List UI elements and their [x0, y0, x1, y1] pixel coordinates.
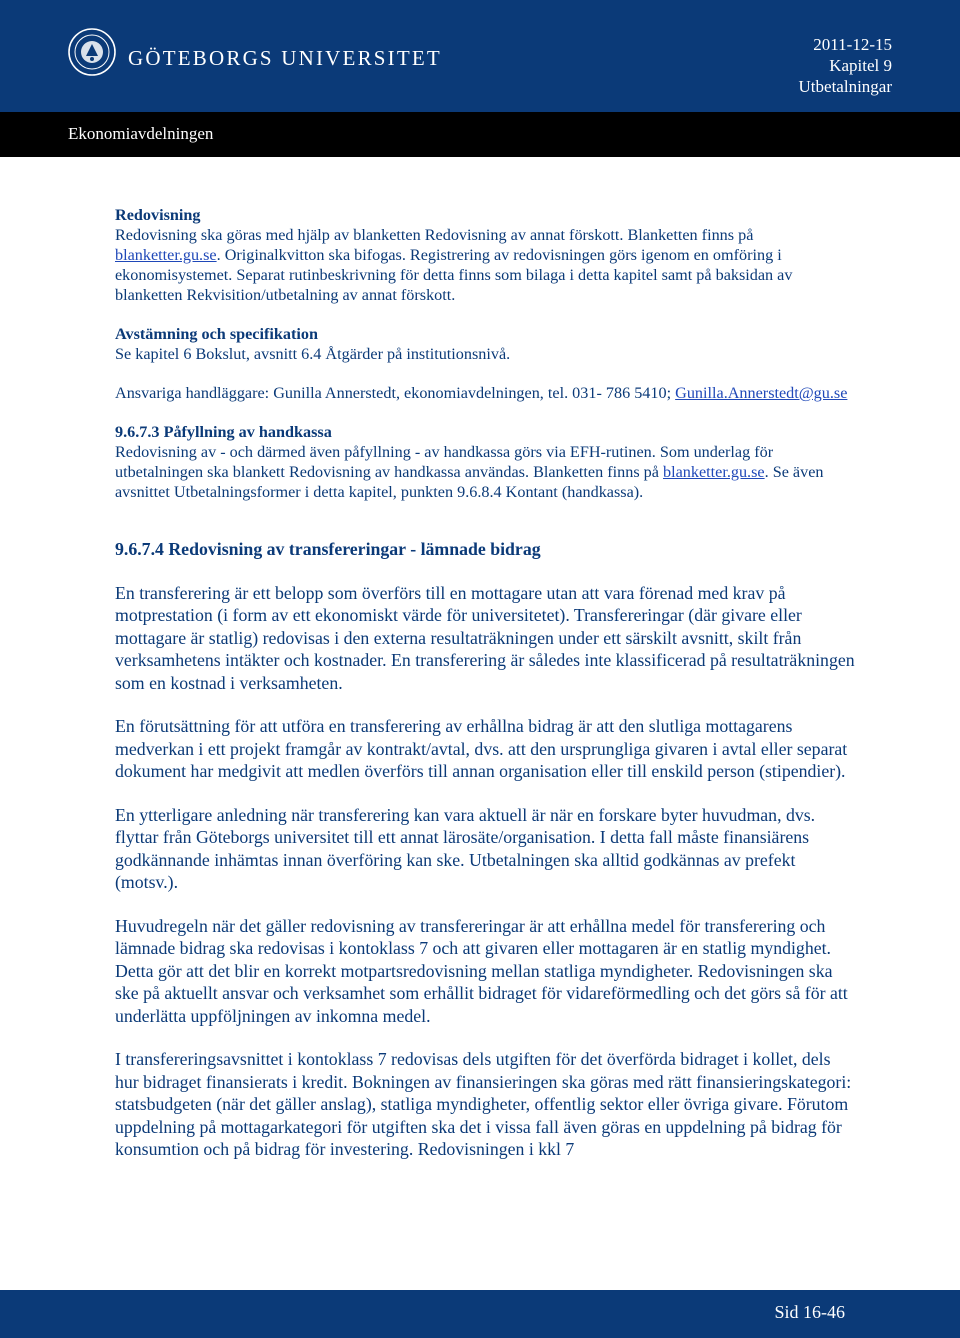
document-date: 2011-12-15: [813, 35, 892, 54]
university-seal-icon: [68, 28, 116, 76]
paragraph: En förutsättning för att utföra en transferering av erhållna bidrag är att den slutliga mottagarens medverkan i ett projekt framgår av kontrakt/avtal, dvs. att den ursprungliga givaren i avtal eller separat dokument har medgivit att medlen överförs till annan organisation eller till enskild person (stipendier).: [115, 716, 848, 781]
paragraph: [115, 225, 855, 305]
spacer: [115, 1027, 855, 1048]
text-run: . Se även avsnittet Utbetalningsformer i detta kapitel, punkten 9.6.8.4 Kontant (handkassa).: [115, 463, 824, 501]
text-run: Ansvariga handläggare: Gunilla Annerstedt, ekonomiavdelningen, tel. 031- 786 5410;: [115, 384, 676, 402]
section-redovisning: [115, 205, 855, 305]
section-heading: 9.6.7.4 Redovisning av transfereringar - lämnade bidrag: [115, 539, 541, 559]
spacer: [115, 502, 855, 538]
section-heading: Redovisning: [115, 206, 201, 224]
section-9-6-7-3: [115, 422, 855, 502]
paragraph: [115, 383, 855, 403]
spacer: [115, 694, 855, 715]
page-content: [115, 205, 855, 1161]
chapter-title: Utbetalningar: [798, 77, 892, 96]
email-link[interactable]: Gunilla.Annerstedt@gu.se: [675, 384, 848, 402]
paragraph: En ytterligare anledning när transferering kan vara aktuell är när en forskare byter huvudman, dvs. flyttar från Göteborgs universitet till ett annat lärosäte/organisation. I detta fall måste finansiärens godkännande inhämtas innan överföring kan ske. Utbetalningen ska alltid godkännas av prefekt (motsv.).: [115, 804, 816, 892]
spacer: [115, 561, 855, 582]
section-9-6-7-4: [115, 538, 855, 1161]
paragraph: En transferering är ett belopp som överförs till en mottagare utan att vara förenad med krav på motprestation (i form av ett ekonomiskt värde för universitetet). Transfereringar (där givare eller mottagare är statlig) redovisas i den externa resultaträkningen under ett särskilt avsnitt, skilt från verksamhetens intäkter och kostnader. En transferering är således inte klassificerad på resultaträkningen som en kostnad i verksamheten.: [115, 582, 855, 693]
blanketter-link[interactable]: blanketter.gu.se: [663, 463, 765, 481]
paragraph: I transfereringsavsnittet i kontoklass 7 redovisas dels utgiften för det överförda bidraget i kollet, dels hur bidraget finansierats i kredit. Bokningen av finansieringen ska göras med rätt finansieringskategori: statsbudgeten (när det gäller anslag), statliga myndigheter, offentlig sektor eller övriga givare. Förutom uppdelning på mottagarkategori för utgiften ska det i vissa fall även göras en uppdelning på bidrag för konsumtion och på bidrag för investering. Redovisningen i kkl 7: [115, 1049, 852, 1159]
paragraph: [115, 442, 855, 502]
paragraph: Huvudregeln när det gäller redovisning av transfereringar är att erhållna medel för transferering och lämnade bidrag ska redovisas i kontoklass 7 och att givaren eller mottagaren är en statlig myndighet. Detta gör att det blir en korrekt motpartsredovisning mellan statliga myndigheter. Redovisningen ska ske på aktuellt ansvar och verksamhet som erhållit bidraget för vidareförmedling och det görs så för att underlätta uppföljningen av inkomna medel.: [115, 915, 848, 1026]
spacer: [115, 364, 855, 383]
text-run: Redovisning ska göras med hjälp av blanketten Redovisning av annat förskott. Blanketten finns på: [115, 226, 754, 244]
header-meta: [799, 34, 892, 97]
spacer: [115, 894, 855, 915]
section-ansvariga: [115, 383, 855, 403]
text-run: Redovisning av - och därmed även påfyllning - av handkassa görs via EFH-rutinen. Som underlag för utbetalningen ska blankett Redovisning av handkassa användas. Blanketten finns på: [115, 443, 774, 481]
section-avstamning: [115, 324, 855, 364]
department-name: Ekonomiavdelningen: [68, 124, 214, 143]
page-number: Sid 16-46: [774, 1302, 845, 1322]
university-name: GÖTEBORGS UNIVERSITET: [128, 46, 442, 70]
section-heading: 9.6.7.3 Påfyllning av handkassa: [115, 423, 332, 441]
blanketter-link[interactable]: blanketter.gu.se: [115, 246, 217, 264]
spacer: [115, 305, 855, 324]
text-run: . Originalkvitton ska bifogas. Registrering av redovisningen görs igenom en omföring i ekonomisystemet. Separat rutinbeskrivning för detta finns som bilaga i detta kapitel samt på baksidan av blanketten Rekvisition/utbetalning av annat förskott.: [115, 246, 793, 304]
spacer: [115, 403, 855, 422]
chapter-label: Kapitel 9: [829, 56, 892, 75]
section-heading: Avstämning och specifikation: [115, 325, 318, 343]
spacer: [115, 783, 855, 804]
paragraph: Se kapitel 6 Bokslut, avsnitt 6.4 Åtgärder på institutionsnivå.: [115, 345, 511, 363]
